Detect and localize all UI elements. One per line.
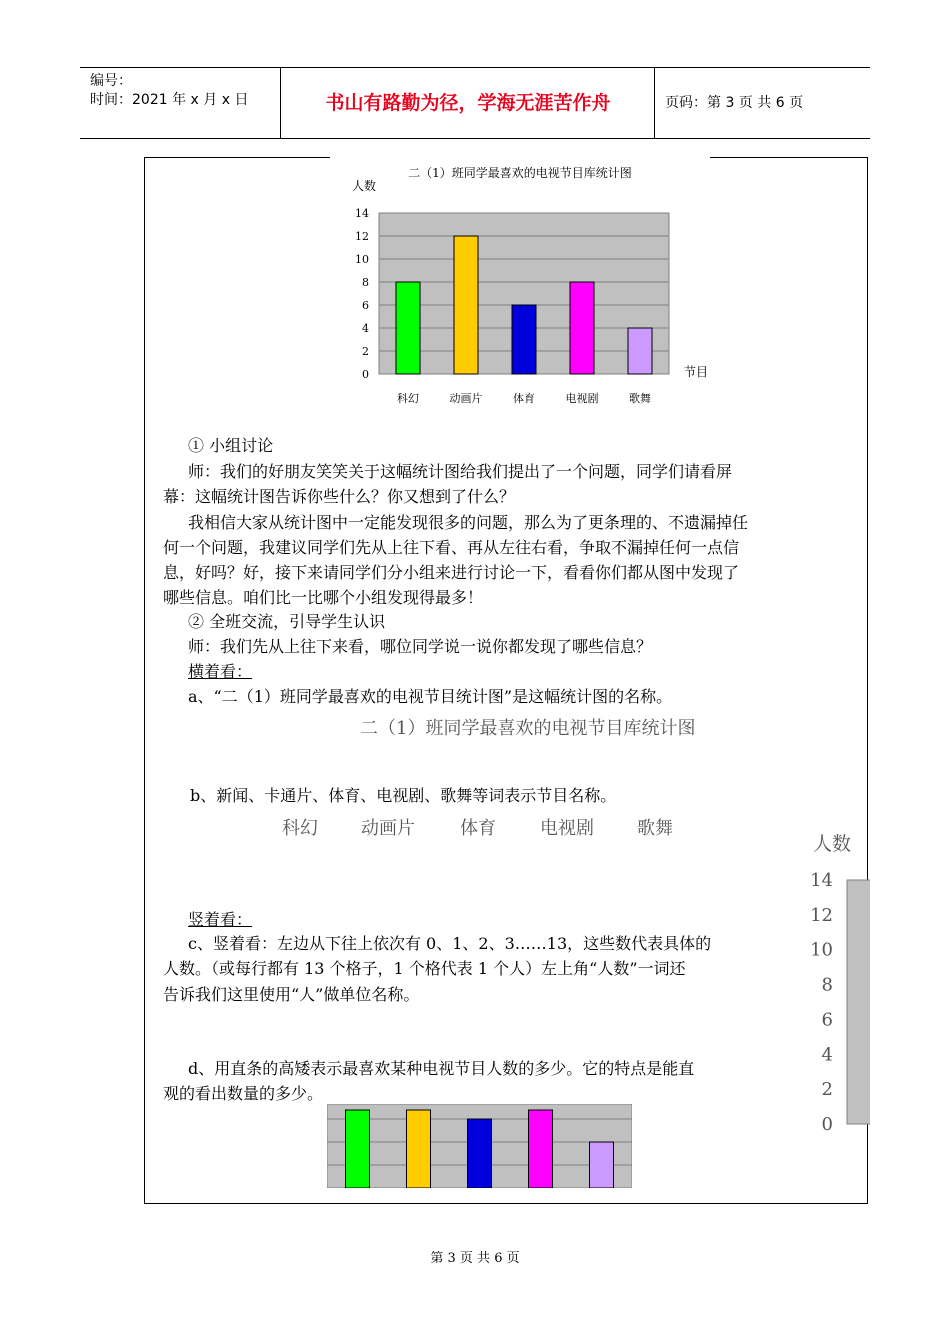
- paragraph-teacher-question-line1: 师：我们的好朋友笑笑关于这幅统计图给我们提出了一个问题，同学们请看屏: [188, 462, 733, 481]
- x-tick-label: 歌舞: [629, 392, 651, 405]
- bar: [628, 328, 652, 374]
- paragraph-suggestion-line2: 何一个问题，我建议同学们先从上往下看、再从左往右看，争取不漏掉任何一点信: [163, 538, 740, 557]
- crop-y-tick-label: 6: [821, 1009, 833, 1031]
- chart-title: 二（1）班同学最喜欢的电视节目库统计图: [408, 166, 632, 180]
- crop-bar: [590, 1142, 614, 1188]
- bar: [570, 282, 594, 374]
- header-motto: 书山有路勤为径，学海无涯苦作舟: [282, 68, 655, 138]
- bars-crop: [327, 1104, 632, 1188]
- paragraph-teacher-question-line2: 幕：这幅统计图告诉你些什么？你又想到了什么？: [163, 487, 516, 506]
- crop-y-tick-label: 0: [821, 1114, 833, 1135]
- paragraph-point-d-line1: d、用直条的高矮表示最喜欢某种电视节目人数的多少。它的特点是能直: [188, 1059, 695, 1078]
- y-axis-crop-label: 人数: [813, 833, 852, 855]
- paragraph-point-c-line2: 人数。（或每行都有 13 个格子，1 个格代表 1 个人）左上角“人数”一词还: [163, 959, 686, 978]
- paragraph-class-exchange: ② 全班交流，引导学生认识: [188, 612, 386, 631]
- crop-category-label: 科幻: [282, 818, 318, 839]
- paragraph-point-a: a、“二（1）班同学最喜欢的电视节目统计图”是这幅统计图的名称。: [188, 687, 673, 706]
- bar: [512, 305, 536, 374]
- paragraph-group-discussion: ① 小组讨论: [188, 436, 274, 455]
- x-tick-label: 动画片: [449, 392, 483, 405]
- chart-xlabel: 节目: [684, 365, 709, 379]
- y-axis-crop-plot: [847, 880, 870, 1124]
- page-header: [80, 67, 870, 139]
- crop-category-label: 动画片: [361, 818, 415, 839]
- number-label: 编号：: [90, 73, 132, 89]
- y-tick-label: 2: [362, 345, 369, 358]
- x-tick-label: 体育: [513, 392, 535, 405]
- crop-bar: [407, 1110, 431, 1188]
- crop-bar: [346, 1110, 370, 1188]
- crop-bar: [468, 1119, 492, 1188]
- crop-category-label: 体育: [460, 818, 496, 839]
- y-tick-label: 12: [355, 230, 369, 243]
- paragraph-suggestion-line4: 哪些信息。咱们比一比哪个小组发现得最多！: [163, 588, 484, 607]
- y-tick-label: 0: [362, 368, 369, 381]
- time-label: 时间：2021 年 x 月 x 日: [90, 92, 249, 108]
- y-tick-label: 4: [362, 322, 369, 335]
- y-tick-label: 10: [355, 253, 369, 266]
- crop-y-tick-label: 10: [810, 939, 833, 961]
- paragraph-point-c-line1: c、竖着看：左边从下往上依次有 0、1、2、3……13，这些数代表具体的: [188, 934, 712, 953]
- crop-y-tick-label: 14: [810, 870, 833, 891]
- chart-title-crop: 二（1）班同学最喜欢的电视节目库统计图: [360, 718, 696, 739]
- y-tick-label: 8: [362, 276, 369, 289]
- main-chart: [330, 157, 710, 412]
- header-page-label: 页码：第 3 页 共 6 页: [665, 95, 804, 111]
- paragraph-point-d-line2: 观的看出数量的多少。: [163, 1084, 324, 1103]
- crop-bar: [529, 1110, 553, 1188]
- crop-y-tick-label: 8: [821, 974, 833, 996]
- heading-horizontal-view: 横着看：: [188, 662, 253, 681]
- crop-y-tick-label: 12: [810, 904, 833, 926]
- x-tick-label: 科幻: [397, 392, 419, 405]
- paragraph-point-b: b、新闻、卡通片、体育、电视剧、歌舞等词表示节目名称。: [190, 786, 617, 805]
- crop-y-tick-label: 4: [821, 1044, 833, 1066]
- paragraph-suggestion-line1: 我相信大家从统计图中一定能发现很多的问题，那么为了更条理的、不遗漏掉任: [188, 513, 749, 532]
- category-labels-crop: [270, 812, 690, 846]
- crop-category-label: 电视剧: [540, 818, 594, 839]
- paragraph-point-c-line3: 告诉我们这里使用“人”做单位名称。: [163, 985, 420, 1004]
- y-axis-crop: [805, 822, 870, 1142]
- x-tick-label: 电视剧: [565, 392, 599, 405]
- paragraph-suggestion-line3: 息，好吗？好，接下来请同学们分小组来进行讨论一下，看看你们都从图中发现了: [163, 563, 740, 582]
- crop-category-label: 歌舞: [637, 818, 673, 839]
- chart-ylabel: 人数: [352, 179, 377, 193]
- y-tick-label: 14: [355, 207, 369, 220]
- bar: [396, 282, 420, 374]
- paragraph-teacher-ask: 师：我们先从上往下来看，哪位同学说一说你都发现了哪些信息？: [188, 637, 653, 656]
- header-meta: [80, 68, 281, 138]
- crop-y-tick-label: 2: [821, 1079, 833, 1101]
- y-tick-label: 6: [362, 299, 369, 312]
- heading-vertical-view: 竖着看：: [188, 910, 253, 929]
- page-footer: 第 3 页 共 6 页: [430, 1251, 520, 1266]
- bar: [454, 236, 478, 374]
